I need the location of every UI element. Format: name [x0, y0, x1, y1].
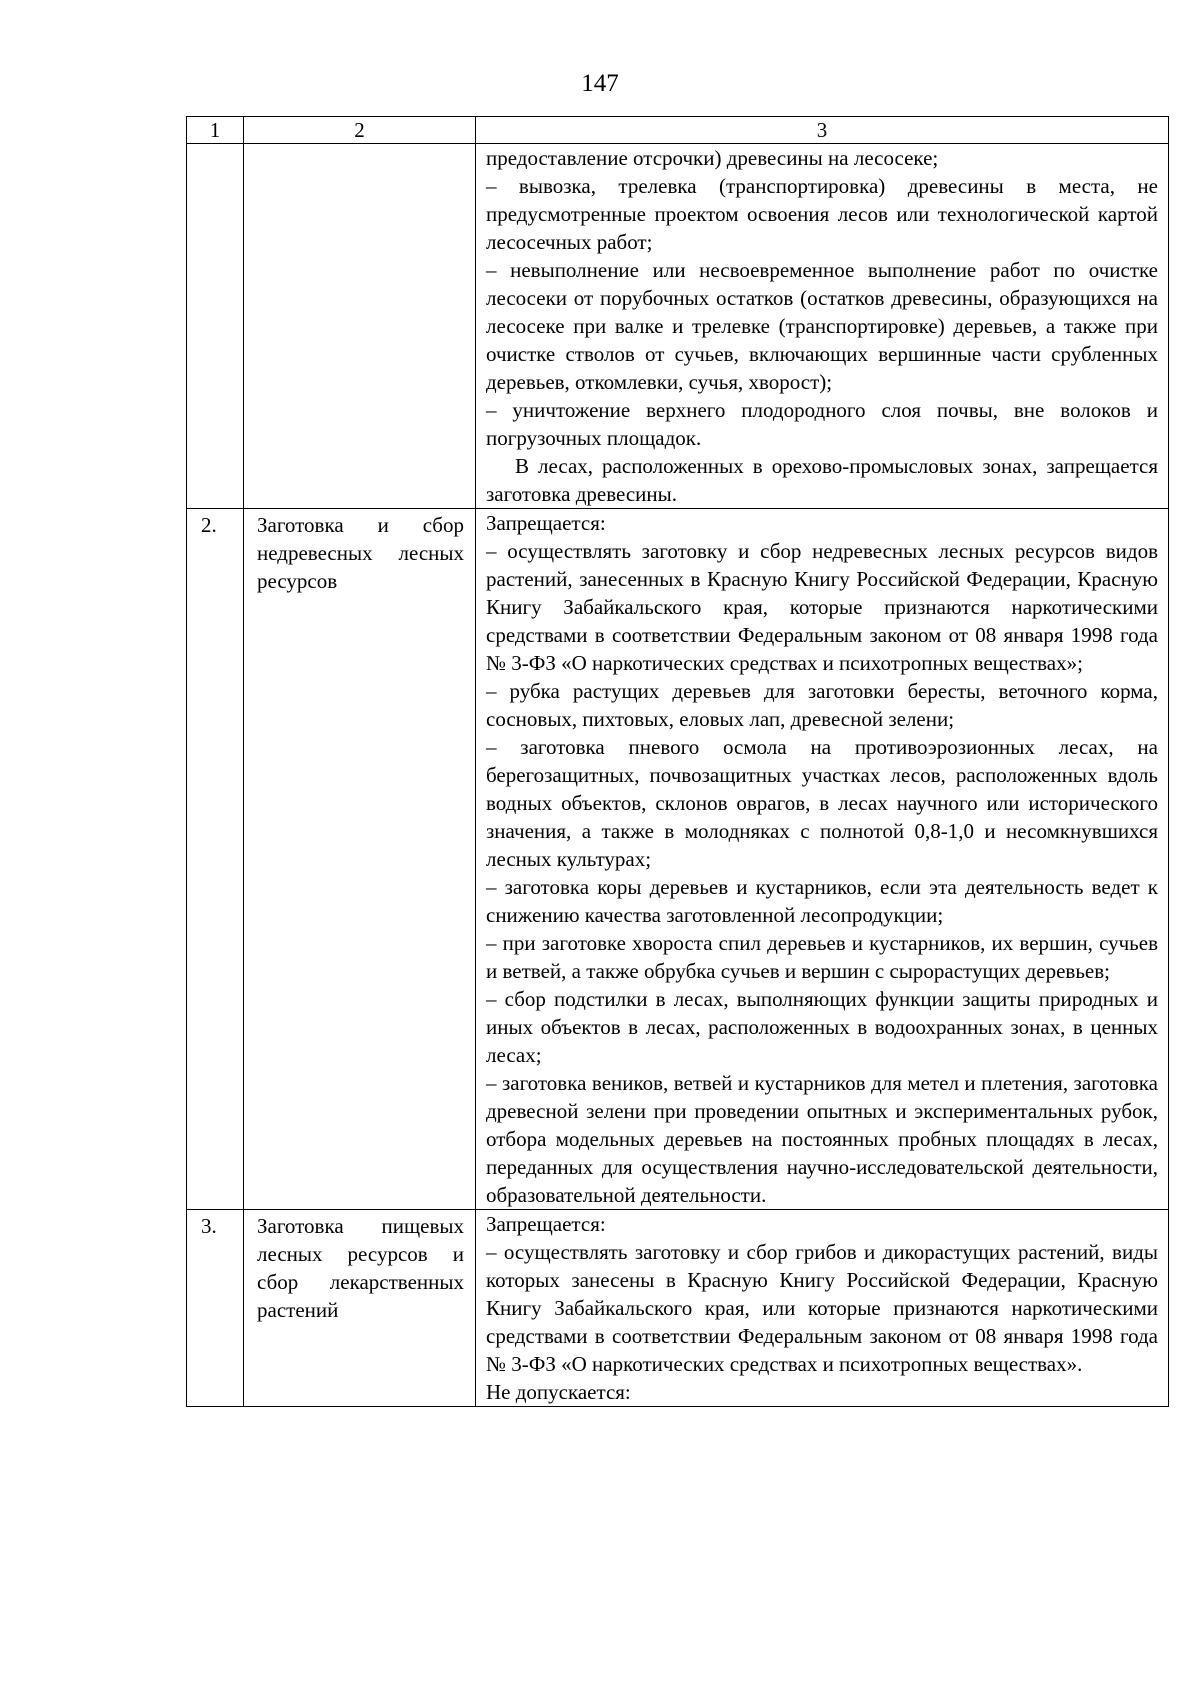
row-content — [476, 509, 1169, 1210]
content-paragraph: – при заготовке хвороста спил деревьев и кустарников, их вершин, сучьев и ветвей, а также обрубка сучьев и вершин с сырорастущих деревьев; — [486, 931, 1158, 983]
content-paragraph: Запрещается: — [486, 511, 606, 535]
row-name — [244, 144, 476, 509]
content-paragraph: – заготовка пневого осмола на противоэрозионных лесах, на берегозащитных, почвозащитных участках лесов, расположенных вдоль водных объектов, склонов оврагов, в лесах научного или исторического значения, а также в молодняках с полнотой 0,8-1,0 и несомкнувшихся лесных культурах; — [486, 735, 1158, 871]
header-col-1: 1 — [187, 117, 244, 144]
table-header-row — [187, 117, 1169, 144]
content-paragraph: – рубка растущих деревьев для заготовки бересты, веточного корма, сосновых, пихтовых, еловых лап, древесной зелени; — [486, 679, 1158, 731]
regulations-table — [186, 116, 1169, 1407]
header-col-2: 2 — [244, 117, 476, 144]
content-paragraph: предоставление отсрочки) древесины на лесосеке; — [486, 146, 939, 170]
row-content — [476, 1210, 1169, 1407]
content-paragraph: – осуществлять заготовку и сбор грибов и дикорастущих растений, виды которых занесены в Красную Книгу Российской Федерации, Красную Книгу Забайкальского края, или которые признаются наркотическими средствами в соответствии Федеральным законом от 08 января 1998 года № 3-ФЗ «О наркотических средствах и психотропных веществах». — [486, 1240, 1158, 1376]
row-content — [476, 144, 1169, 509]
table-row — [187, 144, 1169, 509]
table-row — [187, 509, 1169, 1210]
page-number: 147 — [581, 70, 619, 97]
row-number — [187, 144, 244, 509]
row-name: Заготовка и сбор недревесных лесных ресурсов — [244, 509, 476, 1210]
header-col-3: 3 — [476, 117, 1169, 144]
content-paragraph: – уничтожение верхнего плодородного слоя почвы, вне волоков и погрузочных площадок. — [486, 398, 1158, 450]
content-paragraph: – невыполнение или несвоевременное выполнение работ по очистке лесосеки от порубочных остатков (остатков древесины, образующихся на лесосеке при валке и трелевке (транспортировке) деревьев, а также при очистке стволов от сучьев, включающих вершинные части срубленных деревьев, откомлевки, сучья, хворост); — [486, 258, 1158, 394]
content-paragraph: – осуществлять заготовку и сбор недревесных лесных ресурсов видов растений, занесенных в Красную Книгу Российской Федерации, Красную Книгу Забайкальского края, которые признаются наркотическими средствами в соответствии Федеральным законом от 08 января 1998 года № 3-ФЗ «О наркотических средствах и психотропных веществах»; — [486, 539, 1158, 675]
row-number: 3. — [187, 1210, 244, 1407]
content-paragraph: – заготовка коры деревьев и кустарников, если эта деятельность ведет к снижению качества заготовленной лесопродукции; — [486, 875, 1158, 927]
content-paragraph: – заготовка веников, ветвей и кустарников для метел и плетения, заготовка древесной зелени при проведении опытных и экспериментальных рубок, отбора модельных деревьев на постоянных пробных площадях в лесах, переданных для осуществления научно-исследовательской деятельности, образовательной деятельности. — [486, 1071, 1158, 1207]
row-number: 2. — [187, 509, 244, 1210]
content-paragraph: Не допускается: — [486, 1380, 631, 1404]
content-paragraph: В лесах, расположенных в орехово-промысловых зонах, запрещается заготовка древесины. — [486, 454, 1158, 506]
content-paragraph: – вывозка, трелевка (транспортировка) древесины в места, не предусмотренные проектом освоения лесов или технологической картой лесосечных работ; — [486, 174, 1158, 254]
content-paragraph: – сбор подстилки в лесах, выполняющих функции защиты природных и иных объектов в лесах, расположенных в водоохранных зонах, в ценных лесах; — [486, 987, 1158, 1067]
content-paragraph: Запрещается: — [486, 1212, 606, 1236]
row-name: Заготовка пищевых лесных ресурсов и сбор лекарственных растений — [244, 1210, 476, 1407]
table-row — [187, 1210, 1169, 1407]
